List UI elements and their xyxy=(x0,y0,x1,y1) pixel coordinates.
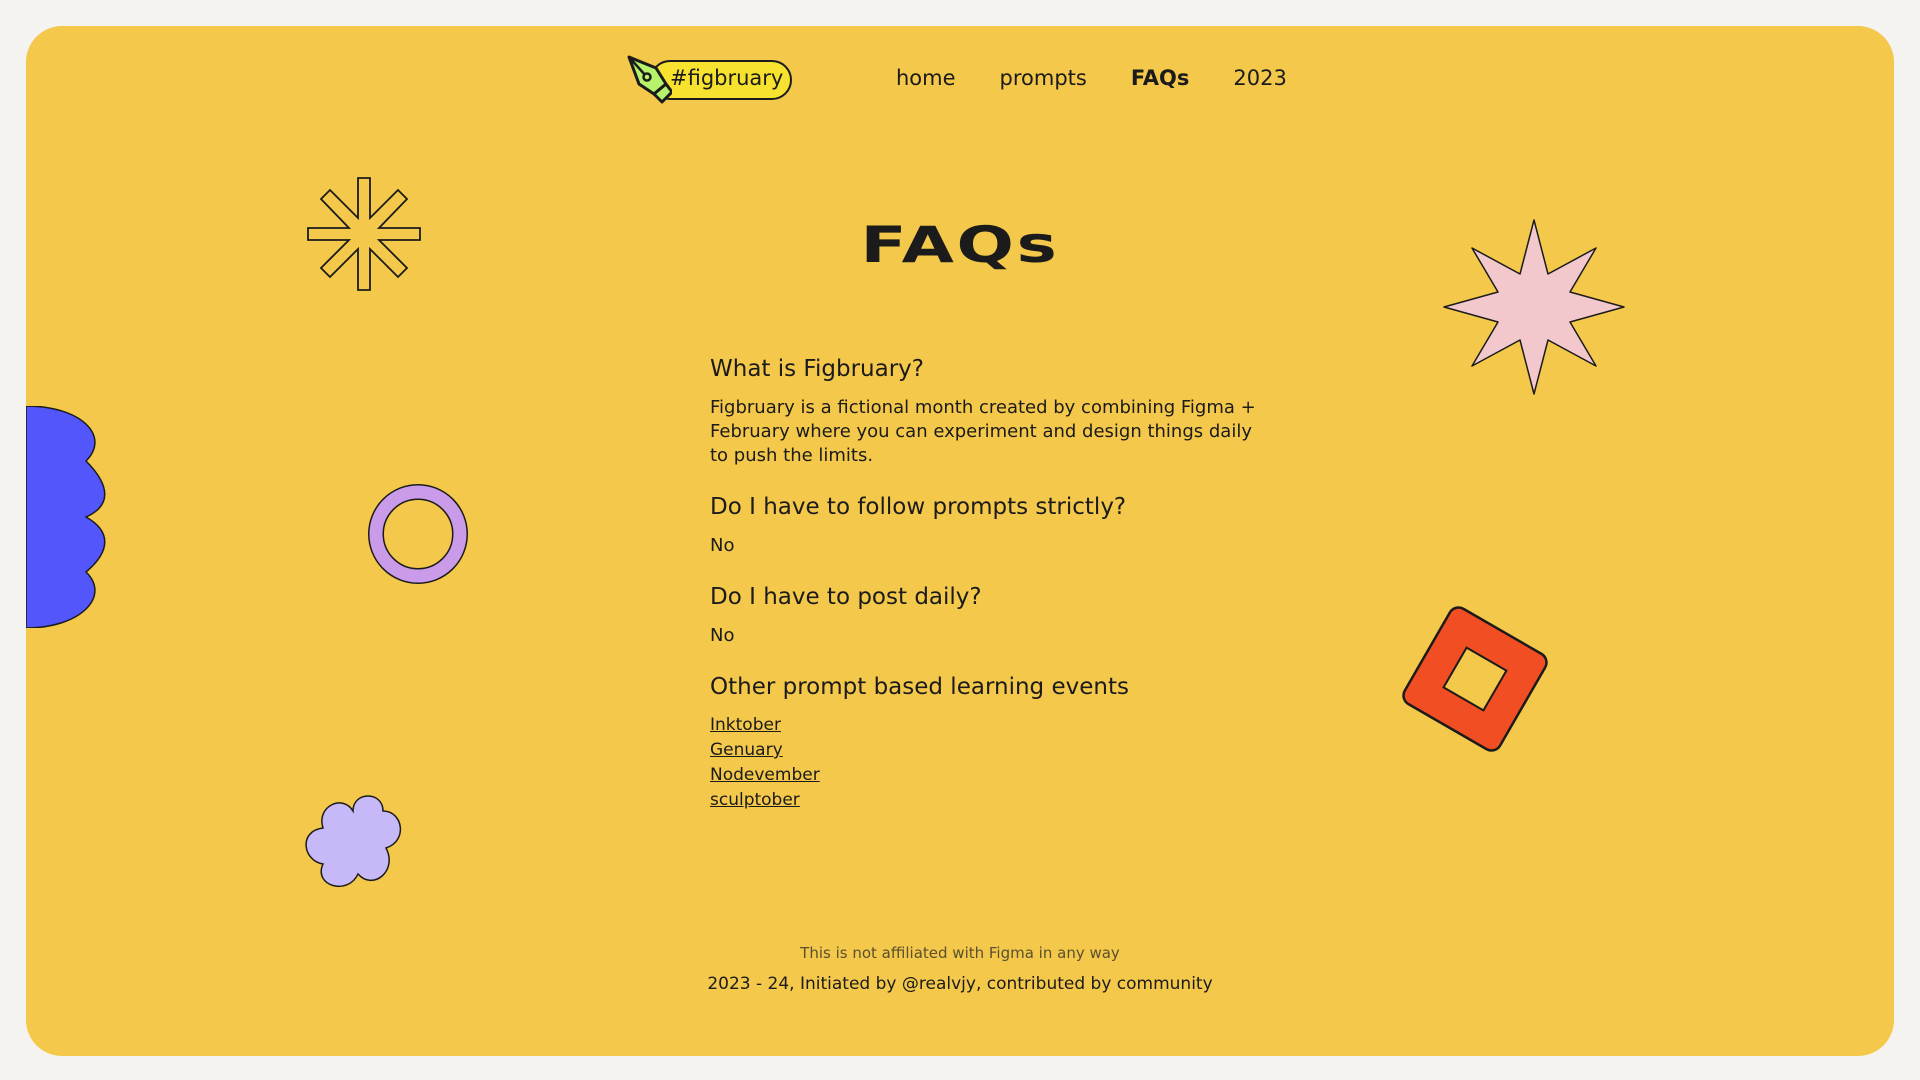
link-genuary[interactable]: Genuary xyxy=(710,740,783,760)
nav-faqs[interactable]: FAQs xyxy=(1130,66,1190,90)
faq-answer: No xyxy=(710,625,735,646)
main-nav xyxy=(896,66,1287,90)
faq-item xyxy=(710,494,1270,558)
faq-answer: No xyxy=(710,535,735,556)
link-nodevember[interactable]: Nodevember xyxy=(710,765,820,785)
scallop-shape-icon xyxy=(26,406,106,628)
faq-question: Other prompt based learning events xyxy=(710,674,1129,700)
page-title: FAQs xyxy=(860,216,1060,274)
faq-answer: Figbruary is a fictional month created by combining Figma + February where you can experiment and design things daily to push the limits. xyxy=(710,397,1256,466)
pen-tool-icon xyxy=(626,54,672,104)
diamond-frame-icon xyxy=(1390,594,1560,764)
events-link-list xyxy=(710,714,1270,812)
footer-credits: 2023 - 24, Initiated by @realvjy, contributed by community xyxy=(707,974,1213,994)
faq-item xyxy=(710,584,1270,648)
link-inktober[interactable]: Inktober xyxy=(710,715,781,735)
page-frame xyxy=(26,26,1894,1056)
faq-item xyxy=(710,674,1270,812)
footer-disclaimer: This is not affiliated with Figma in any way xyxy=(800,944,1120,962)
logo-link[interactable] xyxy=(626,54,816,104)
nav-2023[interactable]: 2023 xyxy=(1233,66,1287,90)
faq-question: What is Figbruary? xyxy=(710,356,924,382)
faq-list xyxy=(710,356,1270,812)
flower-shape-icon xyxy=(298,786,408,896)
nav-prompts[interactable]: prompts xyxy=(999,66,1087,90)
nav-home[interactable]: home xyxy=(896,66,956,90)
faq-question: Do I have to follow prompts strictly? xyxy=(710,494,1127,520)
faq-question: Do I have to post daily? xyxy=(710,584,982,610)
ring-icon xyxy=(368,484,468,584)
logo-text: #figbruary xyxy=(670,66,784,90)
link-sculptober[interactable]: sculptober xyxy=(710,790,800,810)
faq-item xyxy=(710,356,1270,468)
